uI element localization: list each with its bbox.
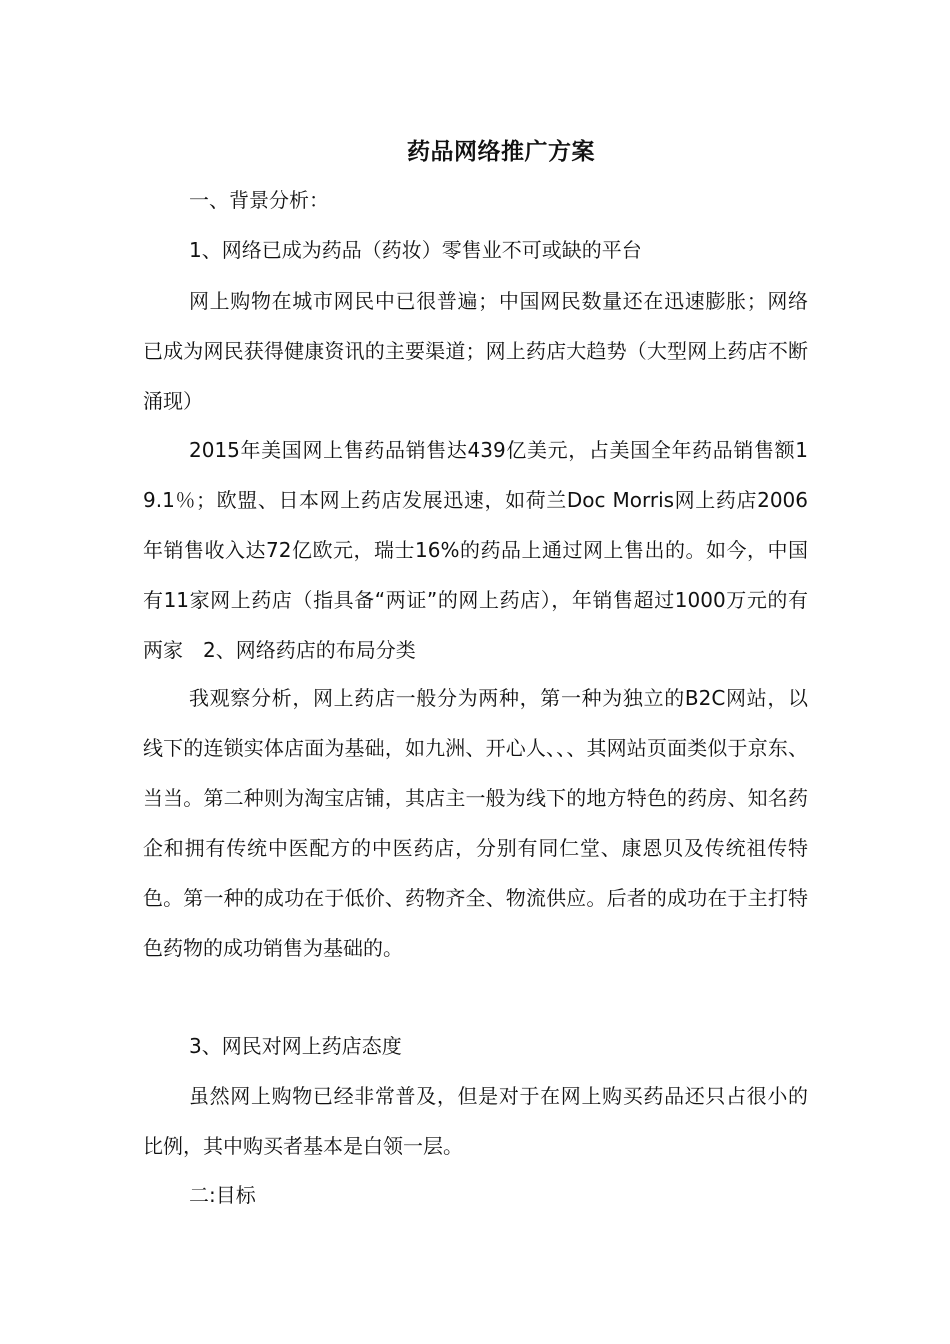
- document-title: 药品网络推广方案: [407, 139, 595, 165]
- subheading-network-platform: 1、网络已成为药品（药妆）零售业不可或缺的平台: [189, 238, 642, 262]
- paragraph-market-statistics: 2015年美国网上售药品销售达439亿美元，占美国全年药品销售额19.1％；欧盟、日本网上药店发展迅速，如荷兰Doc Morris网上药店2006年销售收入达72亿欧元，瑞士16%的药品上通过网上售出的。如今，中国有11家网上药店（指具备“两证”的网上药店），年销售超过1000万元的有两家 2、网络药店的布局分类: [143, 438, 808, 662]
- paragraph-online-shopping: 网上购物在城市网民中已很普遍；中国网民数量还在迅速膨胀；网络已成为网民获得健康资讯的主要渠道；网上药店大趋势（大型网上药店不断涌现）: [143, 289, 808, 413]
- subheading-user-attitude: 3、网民对网上药店态度: [189, 1034, 402, 1058]
- section-heading-background: 一、背景分析：: [189, 188, 329, 212]
- paragraph-user-attitude: 虽然网上购物已经非常普及，但是对于在网上购买药品还只占很小的比例，其中购买者基本是白领一层。: [143, 1084, 808, 1158]
- paragraph-store-types: 我观察分析，网上药店一般分为两种，第一种为独立的B2C网站，以线下的连锁实体店面为基础，如九洲、开心人、、、其网站页面类似于京东、当当。第二种则为淘宝店铺，其店主一般为线下的地方特色的药房、知名药企和拥有传统中医配方的中医药店，分别有同仁堂、康恩贝及传统祖传特色。第一种的成功在于低价、药物齐全、物流供应。后者的成功在于主打特色药物的成功销售为基础的。: [143, 686, 808, 960]
- section-heading-goals: 二:目标: [189, 1183, 256, 1207]
